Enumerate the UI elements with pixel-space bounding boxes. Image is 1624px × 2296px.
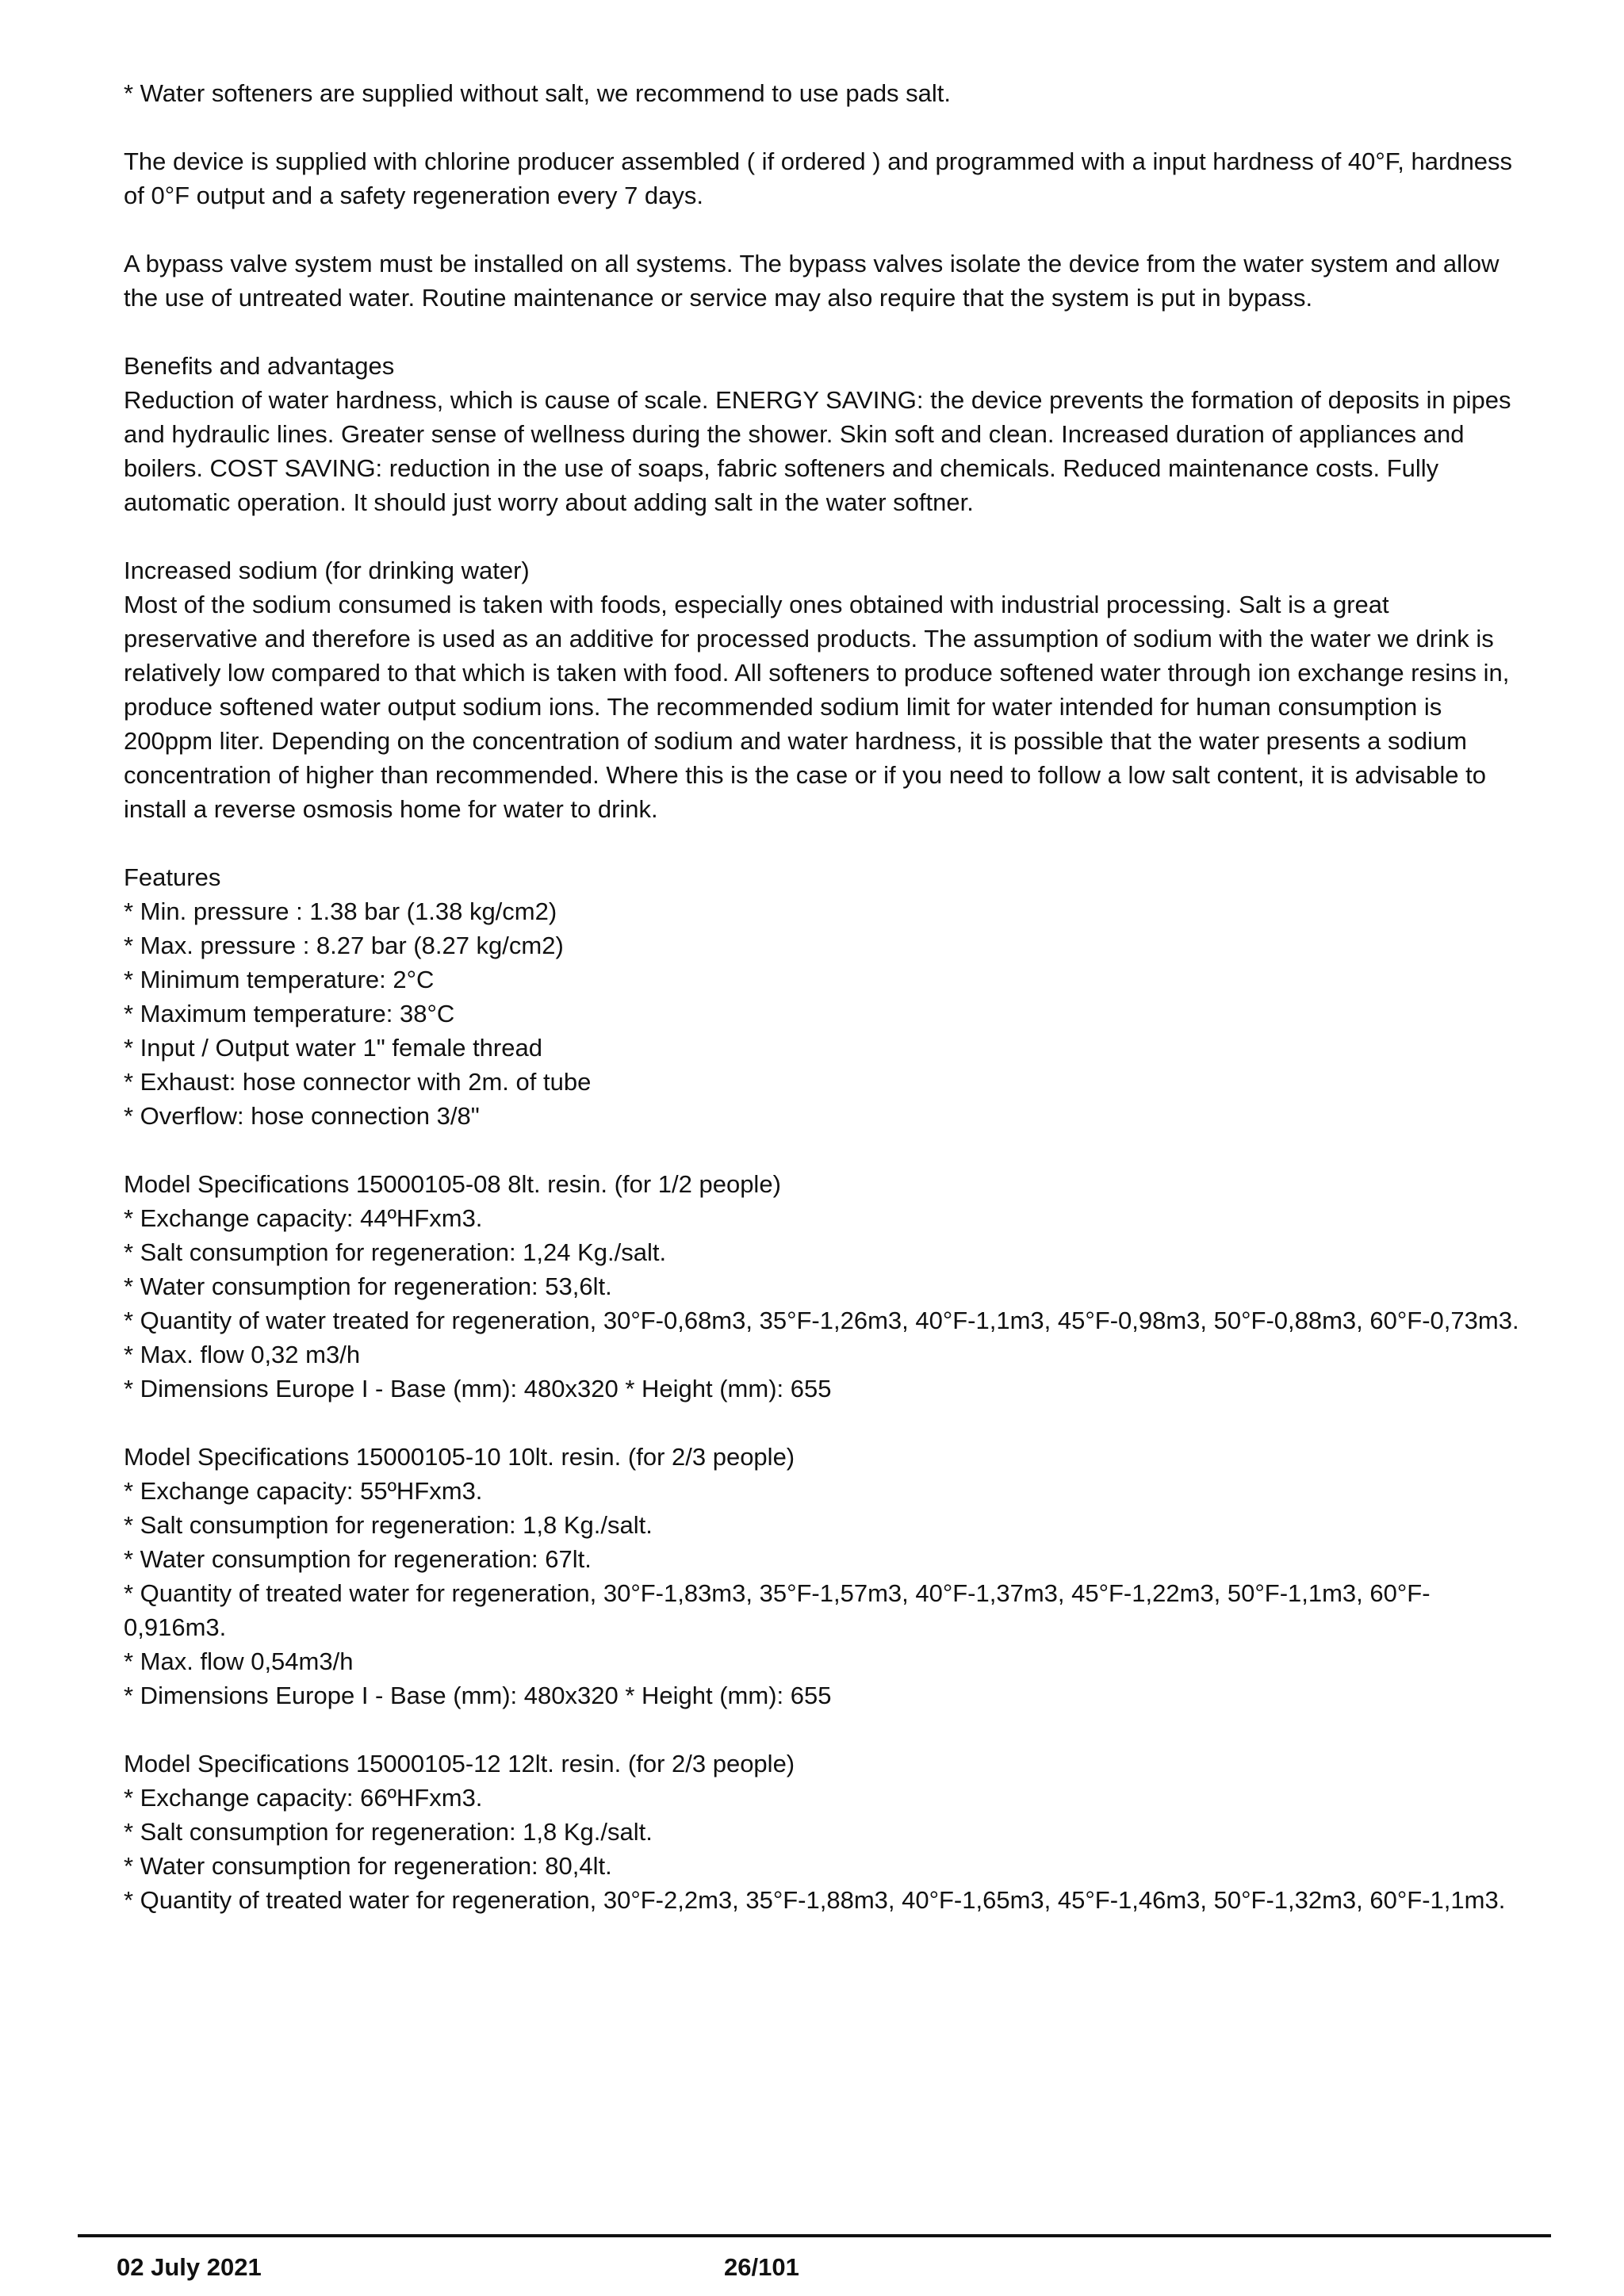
model-heading: Model Specifications 15000105-12 12lt. resin. (for 2/3 people)	[124, 1750, 795, 1777]
feature-item: * Exhaust: hose connector with 2m. of tube	[124, 1068, 592, 1096]
model-spec-item: * Water consumption for regeneration: 53,6lt.	[124, 1272, 612, 1300]
model-heading: Model Specifications 15000105-10 10lt. resin. (for 2/3 people)	[124, 1443, 795, 1471]
footer-date: 02 July 2021	[117, 2253, 262, 2281]
document-body	[124, 76, 1519, 1951]
model-spec-item: * Exchange capacity: 66ºHFxm3.	[124, 1784, 483, 1812]
benefits-section	[124, 349, 1519, 519]
model-spec-item: * Dimensions Europe I - Base (mm): 480x320 * Height (mm): 655	[124, 1375, 832, 1402]
feature-item: * Max. pressure : 8.27 bar (8.27 kg/cm2)	[124, 932, 564, 959]
salt-note-block	[124, 76, 1519, 110]
model-spec-item: * Salt consumption for regeneration: 1,8 Kg./salt.	[124, 1511, 653, 1539]
model-spec-item: * Exchange capacity: 55ºHFxm3.	[124, 1477, 483, 1505]
page-number: 26/101	[724, 2253, 799, 2281]
model-spec-item: * Salt consumption for regeneration: 1,24 Kg./salt.	[124, 1238, 667, 1266]
model-spec-item: * Quantity of treated water for regeneration, 30°F-2,2m3, 35°F-1,88m3, 40°F-1,65m3, 45°F-1,46m3, 50°F-1,32m3, 60°F-1,1m3.	[124, 1886, 1506, 1914]
model-12-section	[124, 1747, 1519, 1917]
features-heading: Features	[124, 863, 221, 891]
model-spec-item: * Dimensions Europe I - Base (mm): 480x320 * Height (mm): 655	[124, 1682, 832, 1709]
footer-divider	[78, 2234, 1551, 2237]
model-spec-item: * Water consumption for regeneration: 67lt.	[124, 1545, 592, 1573]
supplied-config-block	[124, 144, 1519, 212]
feature-item: * Overflow: hose connection 3/8"	[124, 1102, 480, 1130]
benefits-body: Reduction of water hardness, which is cause of scale. ENERGY SAVING: the device prevents the formation of deposits in pipes and hydraulic lines. Greater sense of wellness during the shower. Skin soft and clean. Increased duration of appliances and boilers. COST SAVING: reduction in the use of soaps, fabric softeners and chemicals. Reduced maintenance costs. Fully automatic operation. It should just worry about adding salt in the water softner.	[124, 386, 1511, 516]
sodium-section	[124, 553, 1519, 826]
sodium-heading: Increased sodium (for drinking water)	[124, 557, 530, 584]
sodium-body: Most of the sodium consumed is taken with foods, especially ones obtained with industrial processing. Salt is a great preservative and therefore is used as an additive for processed products. The assumption of sodium with the water we drink is relatively low compared to that which is taken with food. All softeners to produce softened water through ion exchange resins in, produce softened water output sodium ions. The recommended sodium limit for water intended for human consumption is 200ppm liter. Depending on the concentration of sodium and water hardness, it is possible that the water presents a sodium concentration of higher than recommended. Where this is the case or if you need to follow a low salt content, it is advisable to install a reverse osmosis home for water to drink.	[124, 591, 1510, 823]
bypass-paragraph: A bypass valve system must be installed on all systems. The bypass valves isolate the device from the water system and allow the use of untreated water. Routine maintenance or service may also require that the system is put in bypass.	[124, 250, 1500, 312]
feature-item: * Minimum temperature: 2°C	[124, 966, 435, 993]
model-spec-item: * Salt consumption for regeneration: 1,8 Kg./salt.	[124, 1818, 653, 1846]
features-section	[124, 860, 1519, 1133]
model-spec-item: * Quantity of water treated for regeneration, 30°F-0,68m3, 35°F-1,26m3, 40°F-1,1m3, 45°F-0,98m3, 50°F-0,88m3, 60°F-0,73m3.	[124, 1307, 1519, 1334]
feature-item: * Maximum temperature: 38°C	[124, 1000, 455, 1027]
model-10-section	[124, 1440, 1519, 1712]
model-spec-item: * Water consumption for regeneration: 80,4lt.	[124, 1852, 612, 1880]
model-spec-item: * Exchange capacity: 44ºHFxm3.	[124, 1204, 483, 1232]
supplied-config-paragraph: The device is supplied with chlorine producer assembled ( if ordered ) and programmed with a input hardness of 40°F, hardness of 0°F output and a safety regeneration every 7 days.	[124, 147, 1513, 209]
feature-item: * Input / Output water 1" female thread	[124, 1034, 542, 1062]
bypass-block	[124, 247, 1519, 315]
model-spec-item: * Max. flow 0,54m3/h	[124, 1647, 354, 1675]
model-heading: Model Specifications 15000105-08 8lt. resin. (for 1/2 people)	[124, 1170, 781, 1198]
feature-item: * Min. pressure : 1.38 bar (1.38 kg/cm2)	[124, 897, 557, 925]
model-spec-item: * Quantity of treated water for regeneration, 30°F-1,83m3, 35°F-1,57m3, 40°F-1,37m3, 45°F-1,22m3, 50°F-1,1m3, 60°F-0,916m3.	[124, 1579, 1431, 1641]
model-08-section	[124, 1167, 1519, 1406]
benefits-heading: Benefits and advantages	[124, 352, 395, 380]
model-spec-item: * Max. flow 0,32 m3/h	[124, 1341, 361, 1368]
salt-note: * Water softeners are supplied without salt, we recommend to use pads salt.	[124, 79, 952, 107]
